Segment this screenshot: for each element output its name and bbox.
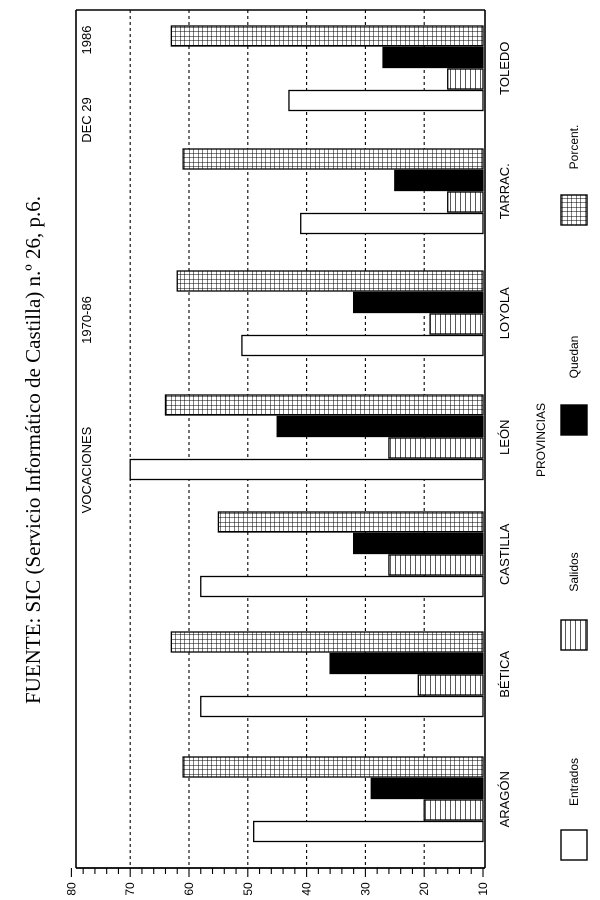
bar-quedan-6 [383, 48, 483, 68]
header-title-vocaciones: VOCACIONES [79, 426, 94, 514]
bar-entrados-2 [201, 577, 483, 597]
tick-label-40: 40 [299, 882, 314, 896]
legend-label-entrados: Entrados [567, 757, 581, 807]
bar-entrados-5 [301, 214, 483, 234]
bar-porcent-6 [171, 26, 483, 46]
bar-entrados-3 [130, 460, 483, 480]
header-year-1986: 1986 [79, 25, 94, 55]
bar-quedan-1 [330, 654, 483, 674]
legend-swatch-salidos [561, 620, 587, 650]
bar-entrados-0 [254, 822, 483, 842]
bar-salidos-5 [448, 192, 483, 212]
bar-entrados-4 [242, 336, 483, 356]
bar-quedan-4 [354, 293, 483, 313]
category-label-1: BÉTICA [497, 650, 512, 698]
tick-label-60: 60 [182, 882, 196, 896]
source-line: FUENTE: SIC (Servicio Informático de Castilla) n.º 26, p.6. [21, 195, 45, 705]
bar-quedan-2 [354, 534, 483, 554]
tick-label-20: 20 [417, 882, 432, 896]
category-label-6: TOLEDO [497, 41, 512, 95]
legend-swatch-entrados [561, 830, 587, 860]
bar-porcent-5 [183, 149, 483, 169]
category-label-5: TARRAC. [497, 163, 512, 220]
legend-label-quedan: Quedan [567, 335, 581, 379]
header-years: 1970-86 [79, 296, 94, 344]
tick-label-70: 70 [123, 882, 138, 896]
bar-quedan-0 [371, 779, 483, 799]
bar-salidos-2 [389, 555, 483, 575]
tick-label-80: 80 [64, 882, 79, 896]
bar-entrados-1 [201, 697, 483, 717]
category-label-4: LOYOLA [497, 287, 512, 340]
bar-porcent-3 [165, 395, 483, 415]
tick-label-30: 30 [358, 882, 373, 896]
bar-quedan-3 [277, 417, 483, 437]
legend-swatch-porcent [561, 195, 587, 225]
legend-swatch-quedan [561, 405, 587, 435]
category-label-2: CASTILLA [497, 523, 512, 585]
legend-label-porcent: Porcent. [567, 124, 581, 170]
bar-porcent-4 [177, 271, 483, 291]
bar-entrados-6 [289, 91, 483, 111]
axis-title: PROVINCIAS [534, 402, 548, 478]
legend-label-salidos: Salidos [567, 552, 581, 592]
bar-quedan-5 [395, 171, 483, 191]
bar-salidos-0 [424, 800, 483, 820]
bar-salidos-6 [448, 69, 483, 89]
bar-salidos-4 [430, 314, 483, 334]
bar-porcent-2 [218, 512, 483, 532]
bar-porcent-1 [171, 632, 483, 652]
category-label-3: LEÓN [497, 419, 512, 455]
header-date: DEC 29 [79, 97, 94, 143]
category-label-0: ARAGÓN [497, 771, 512, 828]
tick-label-10: 10 [476, 882, 490, 896]
tick-label-50: 50 [240, 882, 255, 896]
bar-salidos-1 [418, 675, 483, 695]
bar-salidos-3 [389, 438, 483, 458]
bar-porcent-0 [183, 757, 483, 777]
